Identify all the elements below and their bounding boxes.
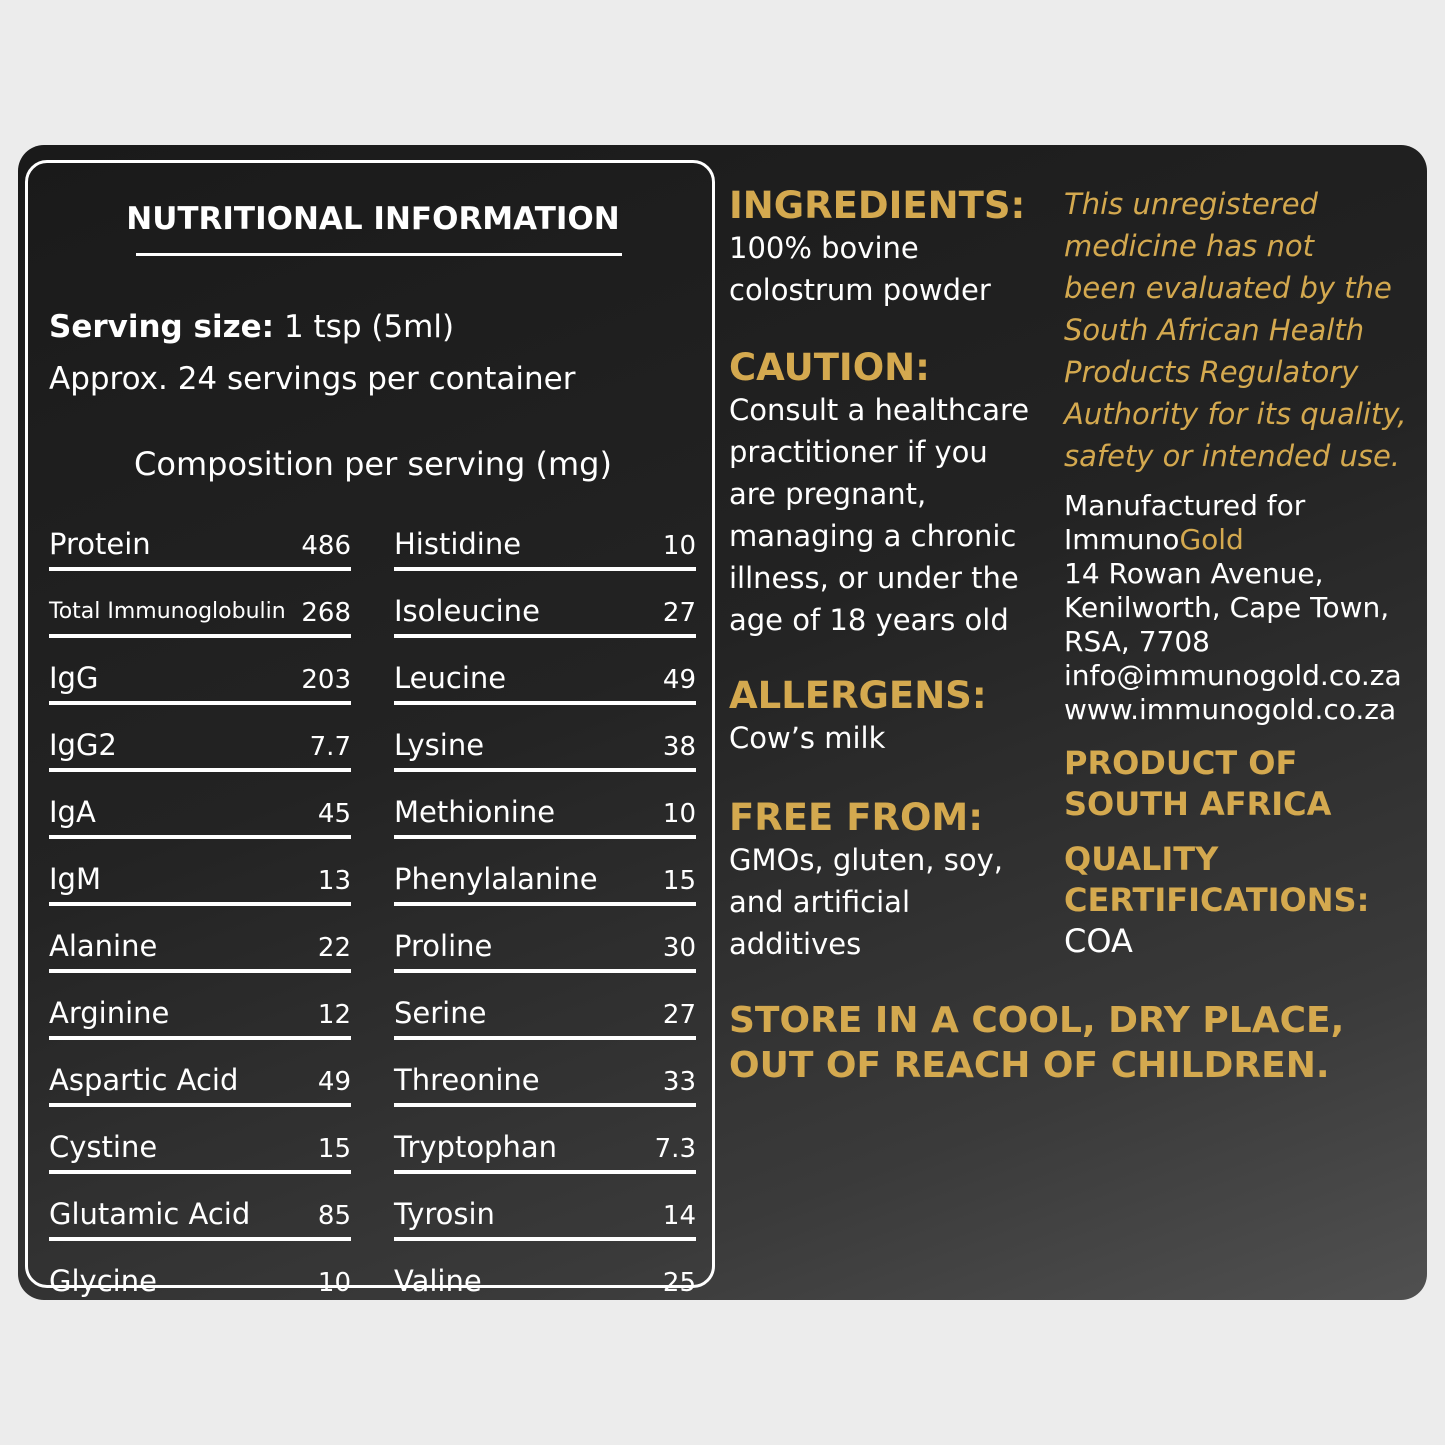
serving-size-label: Serving size:	[49, 309, 275, 345]
nutrient-row	[49, 508, 351, 571]
product-of-line: PRODUCT OF	[1064, 744, 1298, 782]
nutrient-row	[49, 575, 351, 638]
nutrient-name: Histidine	[394, 527, 522, 561]
nutrient-name: Protein	[49, 527, 151, 561]
nutrient-name: IgM	[49, 862, 101, 896]
nutrient-value: 22	[317, 933, 351, 963]
caution-line: practitioner if you	[729, 435, 988, 469]
nutrient-name: Serine	[394, 996, 487, 1030]
free-from-line: and artificial	[729, 885, 910, 919]
servings-per-container: Approx. 24 servings per container	[49, 361, 576, 397]
nutrient-row	[394, 977, 696, 1040]
caution-heading: CAUTION:	[729, 346, 930, 389]
regulatory-column	[1064, 183, 1424, 960]
nutrient-value: 85	[317, 1201, 351, 1231]
nutrient-row	[394, 1111, 696, 1174]
nutrient-value: 49	[662, 665, 696, 695]
nutrient-row	[49, 776, 351, 839]
nutrient-value: 33	[662, 1067, 696, 1097]
nutrient-name: Valine	[394, 1264, 482, 1298]
nutrient-name: Tyrosin	[394, 1197, 495, 1231]
nutrient-value: 38	[662, 732, 696, 762]
nutrient-row	[49, 642, 351, 705]
nutrient-value: 14	[662, 1201, 696, 1231]
disclaimer-line: been evaluated by the	[1064, 271, 1392, 305]
disclaimer-line: South African Health	[1064, 313, 1365, 347]
nutrient-value: 486	[301, 531, 351, 561]
brand-name-part2: Gold	[1179, 523, 1244, 556]
nutrient-row	[394, 1245, 696, 1300]
allergens-heading: ALLERGENS:	[729, 674, 987, 717]
nutrient-row	[394, 1178, 696, 1241]
product-of-origin	[1064, 743, 1331, 825]
nutrient-value: 27	[662, 1000, 696, 1030]
serving-size-value: 1 tsp (5ml)	[283, 309, 455, 345]
nutrient-name: Isoleucine	[394, 594, 540, 628]
free-from-heading: FREE FROM:	[729, 796, 984, 839]
nutrition-panel	[25, 160, 715, 1298]
nutrient-row	[394, 776, 696, 839]
serving-size	[49, 309, 454, 345]
nutrient-value: 30	[662, 933, 696, 963]
ingredients-heading: INGREDIENTS:	[729, 184, 1026, 227]
unregistered-disclaimer	[1064, 183, 1424, 477]
free-from-line: GMOs, gluten, soy,	[729, 843, 1003, 877]
disclaimer-line: safety or intended use.	[1064, 439, 1401, 473]
title-underline	[136, 253, 622, 256]
nutrient-row	[394, 642, 696, 705]
nutrient-value: 13	[317, 866, 351, 896]
nutrient-row	[49, 1178, 351, 1241]
caution-section	[729, 347, 1029, 641]
manufactured-for: Manufactured for	[1064, 489, 1306, 522]
nutrient-row	[394, 910, 696, 973]
nutrient-value: 203	[301, 665, 351, 695]
nutrient-name: Glycine	[49, 1264, 157, 1298]
disclaimer-line: Products Regulatory	[1064, 355, 1359, 389]
disclaimer-line: This unregistered	[1064, 187, 1318, 221]
nutrient-row	[394, 1044, 696, 1107]
quality-certifications	[1064, 839, 1369, 962]
storage-line: OUT OF REACH OF CHILDREN.	[729, 1045, 1330, 1086]
nutrient-name: Total Immunoglobulin	[49, 599, 286, 624]
caution-line: age of 18 years old	[729, 603, 1009, 637]
nutrition-title: NUTRITIONAL INFORMATION	[126, 201, 620, 237]
caution-line: Consult a healthcare	[729, 393, 1030, 427]
brand-name-part1: Immuno	[1064, 523, 1180, 556]
quality-heading-line: CERTIFICATIONS:	[1064, 881, 1370, 919]
nutrient-name: Arginine	[49, 996, 170, 1030]
allergens-text: Cow’s milk	[729, 721, 886, 755]
product-of-line: SOUTH AFRICA	[1064, 785, 1332, 823]
nutrient-row	[394, 575, 696, 638]
nutrient-value: 7.3	[654, 1134, 696, 1164]
composition-heading: Composition per serving (mg)	[134, 445, 612, 483]
nutrient-name: Leucine	[394, 661, 507, 695]
nutrient-name: IgA	[49, 795, 96, 829]
ingredients-line: 100% bovine	[729, 231, 919, 265]
nutrient-row	[49, 977, 351, 1040]
nutrient-row	[49, 1111, 351, 1174]
address-line: 14 Rowan Avenue,	[1064, 557, 1324, 590]
nutrient-value: 10	[662, 531, 696, 561]
certification-value: COA	[1064, 922, 1133, 960]
nutrient-column-left	[49, 508, 351, 1300]
nutrient-name: Aspartic Acid	[49, 1063, 239, 1097]
caution-line: illness, or under the	[729, 561, 1019, 595]
brand-name	[1064, 523, 1402, 557]
nutrient-name: Cystine	[49, 1130, 158, 1164]
nutrient-value: 268	[301, 598, 351, 628]
email-address: info@immunogold.co.za	[1064, 659, 1402, 692]
nutrient-column-right	[394, 508, 696, 1300]
nutrient-value: 10	[662, 799, 696, 829]
storage-line: STORE IN A COOL, DRY PLACE,	[729, 1000, 1345, 1041]
ingredients-line: colostrum powder	[729, 273, 991, 307]
quality-heading-line: QUALITY	[1064, 840, 1219, 878]
nutrient-name: Phenylalanine	[394, 862, 598, 896]
website-url: www.immunogold.co.za	[1064, 693, 1397, 726]
caution-line: managing a chronic	[729, 519, 1017, 553]
nutrient-value: 7.7	[309, 732, 351, 762]
nutrient-value: 49	[317, 1067, 351, 1097]
nutrient-row	[49, 1044, 351, 1107]
disclaimer-line: medicine has not	[1064, 229, 1314, 263]
nutrient-value: 27	[662, 598, 696, 628]
address-line: RSA, 7708	[1064, 625, 1210, 658]
nutrient-row	[394, 709, 696, 772]
free-from-line: additives	[729, 927, 862, 961]
nutrient-name: Threonine	[394, 1063, 540, 1097]
nutrient-value: 15	[662, 866, 696, 896]
caution-line: are pregnant,	[729, 477, 927, 511]
nutrient-name: Glutamic Acid	[49, 1197, 251, 1231]
nutrient-value: 25	[662, 1268, 696, 1298]
nutrient-row	[394, 508, 696, 571]
nutrient-value: 10	[317, 1268, 351, 1298]
manufacturer-info	[1064, 489, 1402, 727]
nutrient-name: IgG2	[49, 728, 117, 762]
nutrient-row	[394, 843, 696, 906]
nutrient-row	[49, 910, 351, 973]
nutrient-name: Methionine	[394, 795, 556, 829]
ingredients-section	[729, 185, 1025, 311]
address-line: Kenilworth, Cape Town,	[1064, 591, 1390, 624]
nutrient-name: Lysine	[394, 728, 485, 762]
nutrient-name: Tryptophan	[394, 1130, 557, 1164]
nutrient-value: 45	[317, 799, 351, 829]
nutrient-row	[49, 1245, 351, 1300]
nutrient-value: 15	[317, 1134, 351, 1164]
nutrient-row	[49, 843, 351, 906]
nutrient-name: IgG	[49, 661, 99, 695]
product-label	[18, 145, 1427, 1300]
nutrient-name: Proline	[394, 929, 493, 963]
allergens-section	[729, 675, 987, 759]
disclaimer-line: Authority for its quality,	[1064, 397, 1407, 431]
free-from-section	[729, 797, 1003, 965]
nutrient-row	[49, 709, 351, 772]
nutrient-value: 12	[317, 1000, 351, 1030]
nutrient-name: Alanine	[49, 929, 158, 963]
storage-instructions	[729, 998, 1409, 1088]
